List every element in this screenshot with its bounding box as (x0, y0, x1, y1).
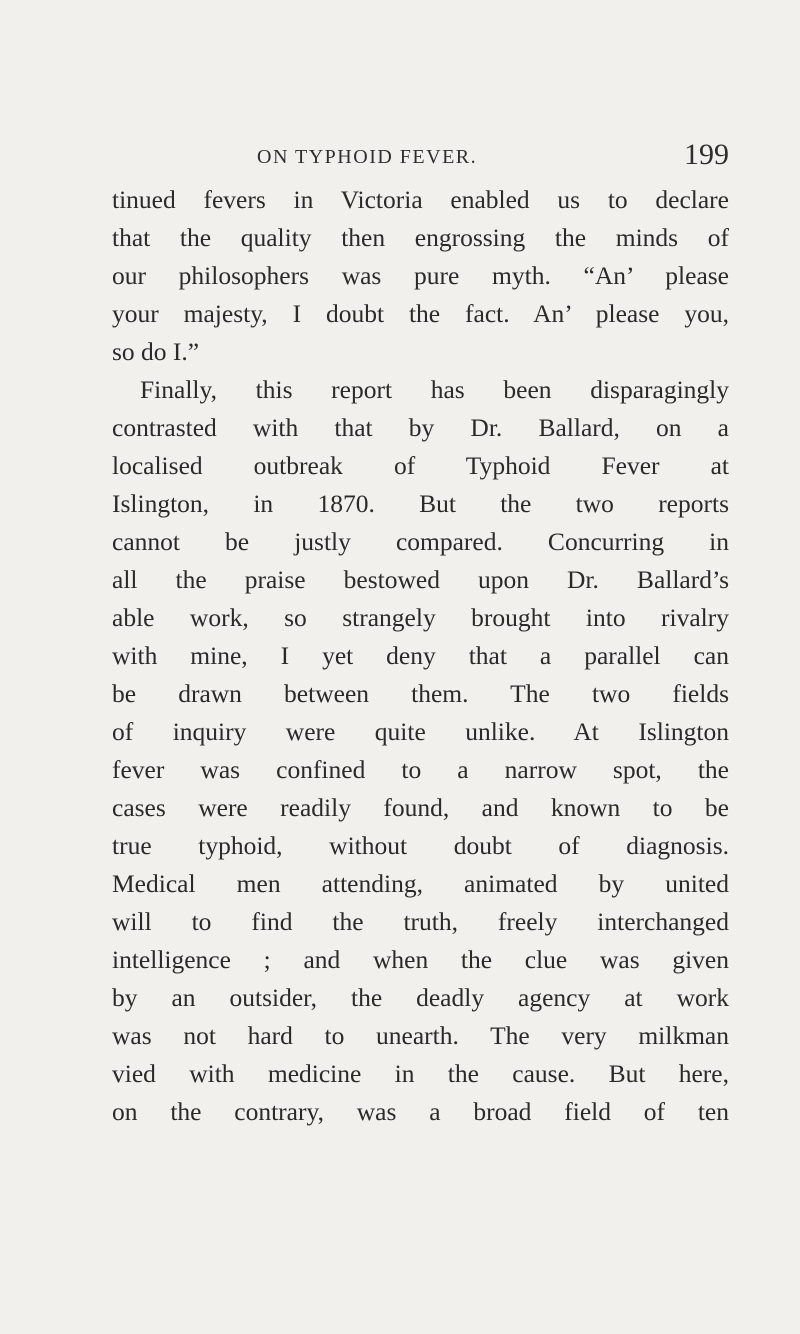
text-line: vied with medicine in the cause. But here, (112, 1059, 729, 1088)
text-line: our philosophers was pure myth. “An’ please (112, 261, 729, 290)
text-line: was not hard to unearth. The very milkman (112, 1021, 729, 1050)
text-line: tinued fevers in Victoria enabled us to declare (112, 185, 729, 214)
body-text (112, 181, 729, 1131)
paragraph-start-line: Finally, this report has been disparagingly (140, 375, 729, 404)
text-line: with mine, I yet deny that a parallel can (112, 641, 729, 670)
text-line: of inquiry were quite unlike. At Islington (112, 717, 729, 746)
text-line: cases were readily found, and known to be (112, 793, 729, 822)
text-line: by an outsider, the deadly agency at work (112, 983, 729, 1012)
text-line: your majesty, I doubt the fact. An’ please you, (112, 299, 729, 328)
text-line: on the contrary, was a broad field of ten (112, 1097, 729, 1126)
page-number: 199 (684, 138, 729, 171)
text-line: be drawn between them. The two fields (112, 679, 729, 708)
text-line: all the praise bestowed upon Dr. Ballard’s (112, 565, 729, 594)
text-line: cannot be justly compared. Concurring in (112, 527, 729, 556)
running-title: ON TYPHOID FEVER. (257, 146, 478, 168)
text-line: contrasted with that by Dr. Ballard, on a (112, 413, 729, 442)
text-line: will to find the truth, freely interchanged (112, 907, 729, 936)
text-line: that the quality then engrossing the minds of (112, 223, 729, 252)
text-line: able work, so strangely brought into rivalry (112, 603, 729, 632)
text-line: fever was confined to a narrow spot, the (112, 755, 729, 784)
text-line: Medical men attending, animated by united (112, 869, 729, 898)
page-header (112, 138, 729, 178)
text-line: so do I.” (112, 337, 200, 366)
text-line: true typhoid, without doubt of diagnosis. (112, 831, 729, 860)
text-line: localised outbreak of Typhoid Fever at (112, 451, 729, 480)
text-line: intelligence ; and when the clue was given (112, 945, 729, 974)
text-line: Islington, in 1870. But the two reports (112, 489, 729, 518)
